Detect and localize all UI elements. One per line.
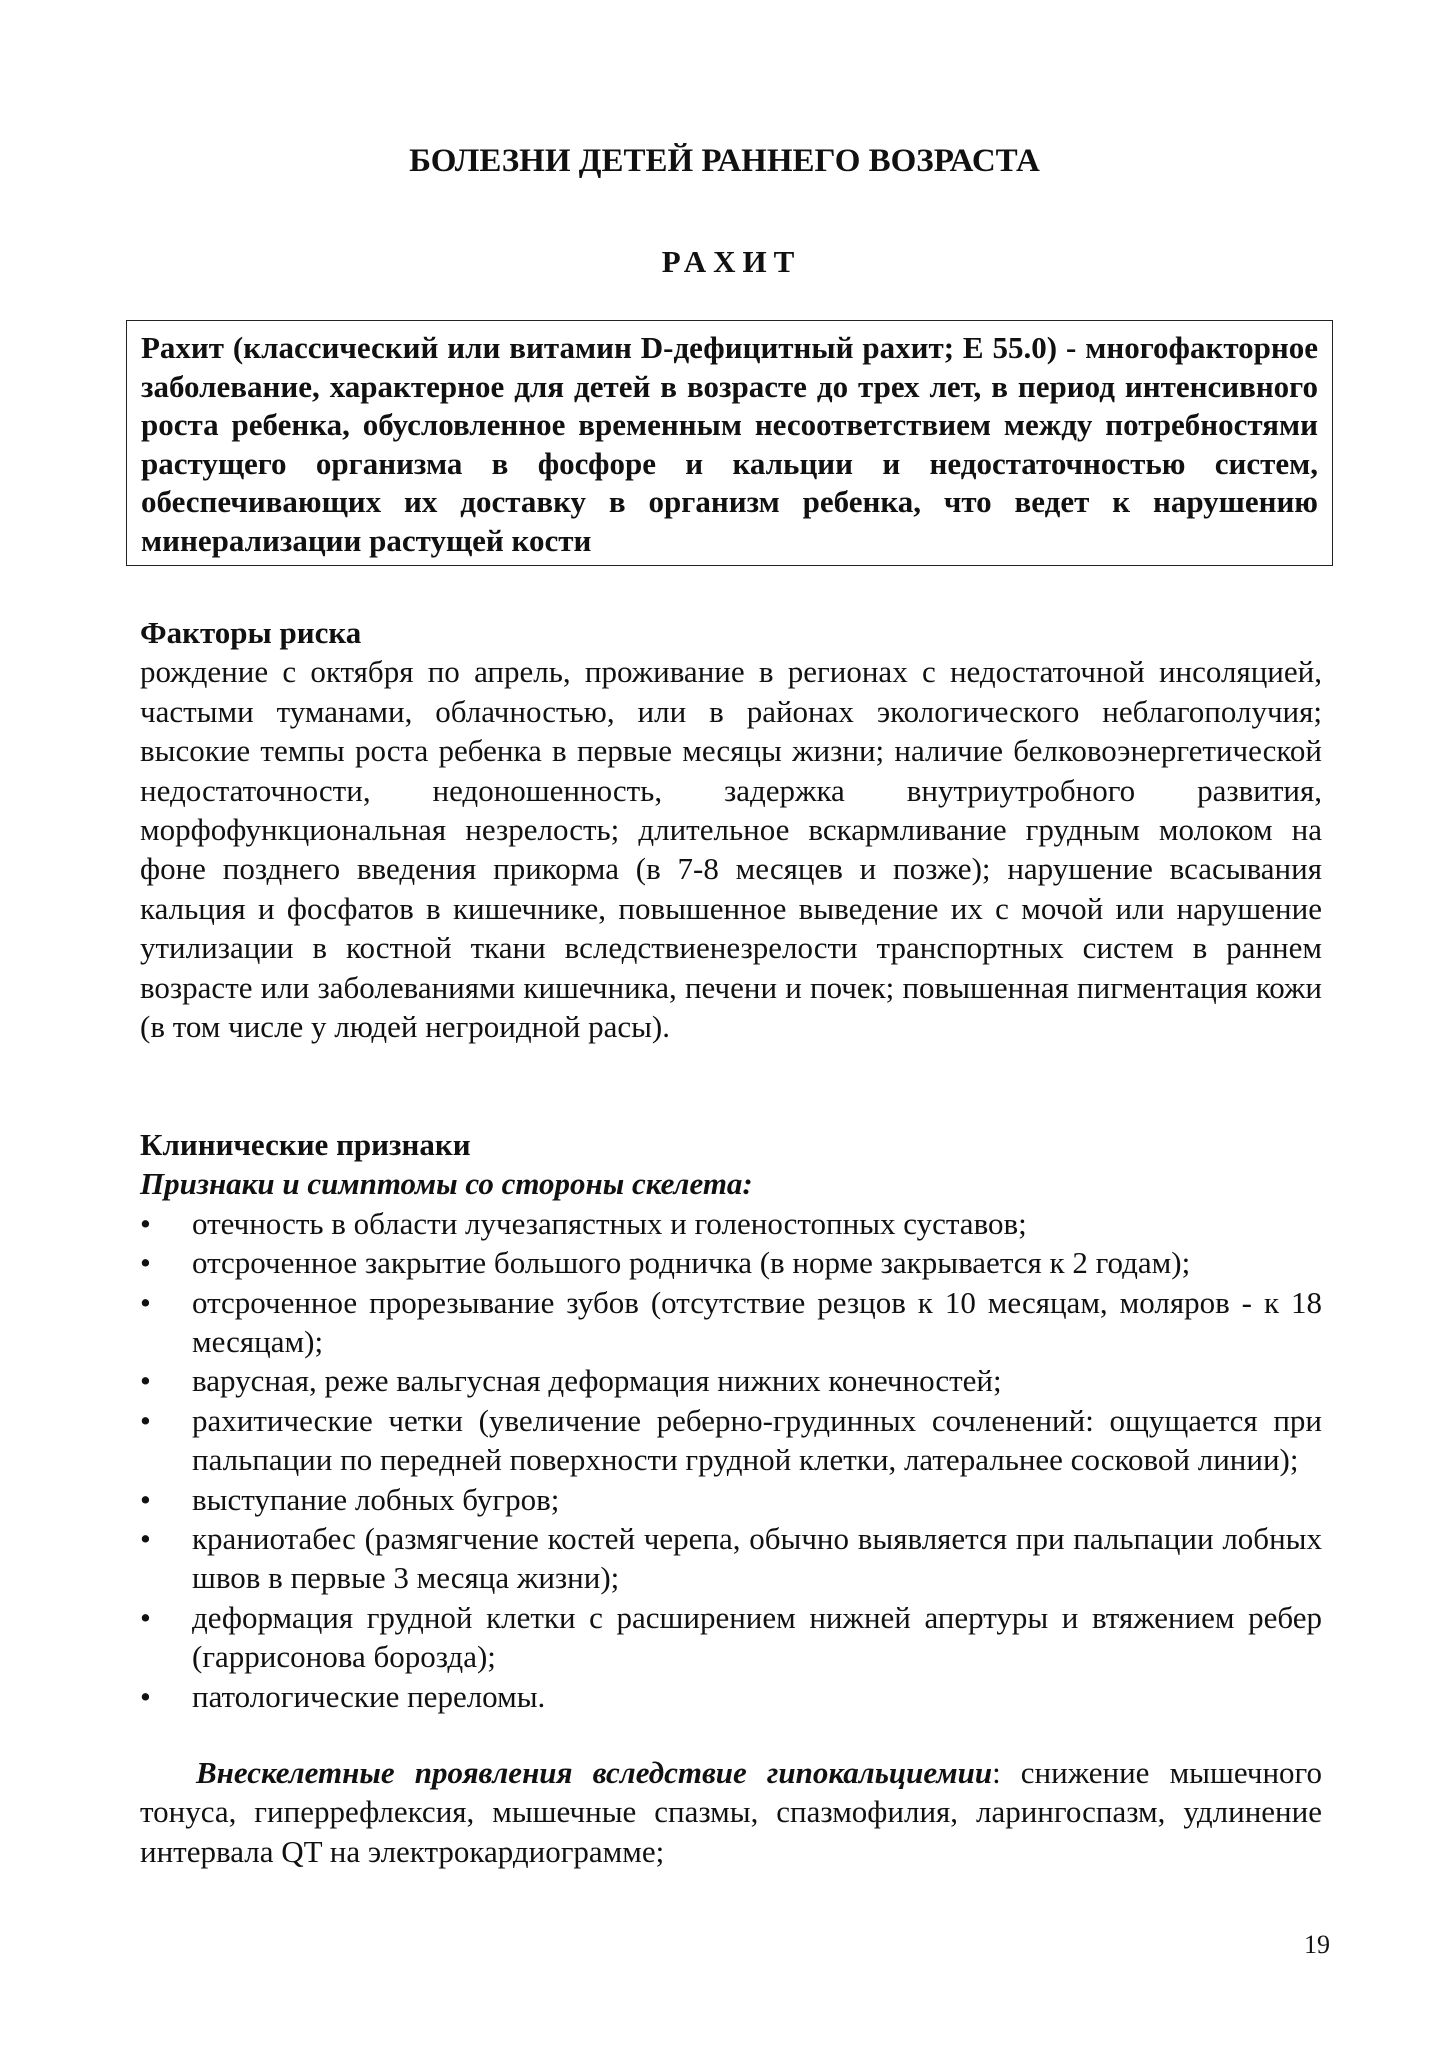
list-item: • выступание лобных бугров; (140, 1480, 1322, 1519)
skeletal-signs-list (140, 1204, 1322, 1716)
skeletal-subheading: Признаки и симптомы со стороны скелета: (140, 1166, 753, 1202)
definition-text: Рахит (классический или витамин D-дефицитный рахит; Е 55.0) - многофакторное заболевание, характерное для детей в возрасте до трех лет, в период интенсивного роста ребенка, обусловленное временным несоответствием между потребностями растущего организма в фосфоре и кальции и недостаточностью систем, обеспечивающих их доставку в организм ребенка, что ведет к нарушению минерализации растущей кости (141, 330, 1318, 558)
clinical-heading: Клинические признаки (140, 1127, 471, 1162)
bullet-icon: • (140, 1521, 151, 1557)
bullet-icon: • (140, 1678, 151, 1714)
bullet-icon: • (140, 1363, 151, 1399)
page-number: 19 (1304, 1930, 1330, 1959)
risk-factors-section (140, 613, 1322, 1046)
bullet-icon: • (140, 1402, 151, 1438)
extraskeletal-lead: Внескелетные проявления вследствие гипокальциемии (196, 1755, 993, 1790)
bullet-icon: • (140, 1245, 151, 1281)
list-item: • варусная, реже вальгусная деформация нижних конечностей; (140, 1361, 1322, 1400)
clinical-section (140, 1125, 1322, 1716)
bullet-icon: • (140, 1284, 151, 1320)
list-item: • отсроченное прорезывание зубов (отсутствие резцов к 10 месяцам, моляров - к 18 месяцам); (140, 1284, 1322, 1360)
extraskeletal-paragraph (140, 1753, 1322, 1871)
definition-box (126, 320, 1333, 566)
list-item: • деформация грудной клетки с расширением нижней апертуры и втяжением ребер (гаррисонова борозда); (140, 1599, 1322, 1675)
risk-factors-heading: Факторы риска (140, 615, 362, 650)
risk-factors-text: рождение с октября по апрель, проживание в регионах с недостаточной инсоляцией, частыми туманами, облачностью, или в районах экологического неблагополучия; высокие темпы роста ребенка в первые месяцы жизни; наличие белковоэнергетической недостаточности, недоношенность, задержка внутриутробного развития, морфофункциональная незрелость; длительное вскармливание грудным молоком на фоне позднего введения прикорма (в 7-8 месяцев и позже); нарушение всасывания кальция и фосфатов в кишечнике, повышенное выведение их с мочой или нарушение утилизации в костной ткани вследствиенезрелости транспортных систем в раннем возрасте или заболеваниями кишечника, печени и почек; повышенная пигментация кожи (в том числе у людей негроидной расы). (140, 654, 1322, 1045)
list-item: • отечность в области лучезапястных и голеностопных суставов; (140, 1204, 1322, 1243)
extraskeletal-text: : снижение мышечного тонуса, гиперрефлексия, мышечные спазмы, спазмофилия, ларингоспазм, удлинение интервала QT на электрокардиограмме; (140, 1755, 1322, 1869)
bullet-icon: • (140, 1205, 151, 1241)
list-item: • патологические переломы. (140, 1677, 1322, 1716)
extraskeletal-section (140, 1753, 1322, 1871)
list-item: • отсроченное закрытие большого родничка (в норме закрывается к 2 годам); (140, 1243, 1322, 1282)
bullet-icon: • (140, 1599, 151, 1635)
page-title: БОЛЕЗНИ ДЕТЕЙ РАННЕГО ВОЗРАСТА (409, 143, 1040, 179)
list-item: • рахитические четки (увеличение реберно-грудинных сочленений: ощущается при пальпации по передней поверхности грудной клетки, латеральнее сосковой линии); (140, 1402, 1322, 1478)
section-title: РАХИТ (661, 244, 802, 279)
bullet-icon: • (140, 1481, 151, 1517)
list-item: • краниотабес (размягчение костей черепа, обычно выявляется при пальпации лобных швов в первые 3 месяца жизни); (140, 1521, 1322, 1596)
